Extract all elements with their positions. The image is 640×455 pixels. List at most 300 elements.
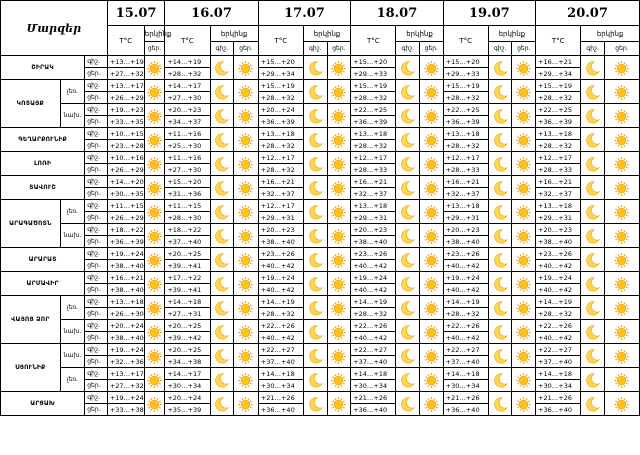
sky-cell (396, 176, 420, 200)
sun-icon (146, 324, 163, 341)
region-row (1, 176, 640, 188)
sun-icon (613, 108, 630, 125)
moon-icon (307, 180, 324, 197)
moon-icon (399, 60, 416, 77)
day-temp: +26…+29 (107, 92, 144, 104)
day-label: ցեր. (85, 236, 108, 248)
sky-cell (488, 272, 512, 296)
day-temp: +28…+33 (351, 164, 396, 176)
sun-icon (515, 372, 532, 389)
sun-icon (146, 204, 163, 221)
day-temp: +37…+40 (536, 356, 581, 368)
day-temp: +36…+40 (351, 404, 396, 416)
sun-icon (613, 300, 630, 317)
sky-cell (604, 224, 639, 248)
night-temp: +14…+17 (165, 368, 210, 380)
sky-cell (303, 152, 327, 176)
day-temp: +40…+42 (536, 332, 581, 344)
day-temp: +30…+34 (351, 380, 396, 392)
sky-cell (488, 392, 512, 416)
sky-cell (420, 248, 444, 272)
moon-icon (584, 300, 601, 317)
sky-cell (396, 344, 420, 368)
night-temp: +15…+20 (258, 56, 303, 68)
day-label: ցեր. (604, 42, 639, 56)
night-temp: +19…+24 (536, 272, 581, 284)
moon-icon (307, 348, 324, 365)
sun-icon (613, 396, 630, 413)
sky-cell (144, 392, 165, 416)
night-temp: +13…+19 (107, 56, 144, 68)
region-name: ԱՐՑԱԽ (1, 392, 85, 416)
sky-cell (327, 104, 351, 128)
sun-icon (330, 252, 347, 269)
sky-cell (396, 104, 420, 128)
temp-label: T°C (351, 26, 396, 56)
sun-icon (146, 300, 163, 317)
day-temp: +29…+33 (443, 68, 488, 80)
night-temp: +14…+17 (165, 80, 210, 92)
night-temp: +19…+24 (107, 392, 144, 404)
sky-cell (303, 200, 327, 224)
moon-icon (213, 180, 230, 197)
sky-cell (581, 176, 605, 200)
moon-icon (584, 276, 601, 293)
day-temp: +33…+38 (107, 404, 144, 416)
day-temp: +28…+32 (536, 92, 581, 104)
moon-icon (213, 108, 230, 125)
day-temp: +37…+40 (258, 356, 303, 368)
sun-icon (515, 396, 532, 413)
region-row (1, 104, 640, 116)
sky-cell (396, 224, 420, 248)
moon-icon (492, 60, 509, 77)
night-temp: +20…+24 (107, 320, 144, 332)
sky-cell (303, 80, 327, 104)
sun-icon (515, 132, 532, 149)
zone-label: նախ. (60, 344, 85, 368)
moon-icon (492, 156, 509, 173)
sky-cell (210, 392, 234, 416)
temp-label: T°C (165, 26, 210, 56)
night-temp: +19…+23 (107, 104, 144, 116)
moon-icon (584, 60, 601, 77)
moon-icon (307, 60, 324, 77)
night-temp: +20…+24 (165, 392, 210, 404)
sky-cell (512, 296, 536, 320)
sun-icon (237, 276, 254, 293)
moon-icon (399, 348, 416, 365)
moon-icon (399, 156, 416, 173)
sky-cell (396, 56, 420, 80)
moon-icon (307, 84, 324, 101)
night-temp: +17…+22 (165, 272, 210, 284)
day-temp: +28…+32 (258, 92, 303, 104)
sky-cell (234, 368, 259, 392)
night-temp: +13…+18 (258, 128, 303, 140)
night-label: գիշ. (85, 320, 108, 332)
night-label: գիշ. (85, 200, 108, 212)
sun-icon (237, 84, 254, 101)
sky-cell (144, 368, 165, 392)
night-temp: +20…+25 (165, 344, 210, 356)
night-temp: +19…+24 (443, 272, 488, 284)
moon-icon (399, 300, 416, 317)
day-label: ցեր. (85, 356, 108, 368)
sky-cell (210, 368, 234, 392)
day-temp: +36…+39 (351, 116, 396, 128)
moon-icon (584, 156, 601, 173)
day-temp: +27…+30 (165, 164, 210, 176)
day-temp: +36…+39 (258, 116, 303, 128)
day-temp: +27…+30 (165, 92, 210, 104)
moon-icon (584, 108, 601, 125)
sky-cell (210, 152, 234, 176)
sky-cell (512, 80, 536, 104)
sky-cell (581, 200, 605, 224)
moon-icon (213, 156, 230, 173)
day-temp: +37…+40 (351, 356, 396, 368)
sky-cell (604, 56, 639, 80)
moon-icon (307, 396, 324, 413)
sky-cell (488, 176, 512, 200)
day-label: ցեր. (85, 140, 108, 152)
day-label: ցեր. (85, 284, 108, 296)
sky-cell (420, 392, 444, 416)
sun-icon (237, 204, 254, 221)
sky-cell (234, 392, 259, 416)
day-temp: +40…+42 (443, 332, 488, 344)
day-temp: +40…+42 (351, 260, 396, 272)
night-temp: +12…+17 (351, 152, 396, 164)
sky-cell (512, 320, 536, 344)
day-temp: +33…+35 (107, 116, 144, 128)
night-label: գիշ. (85, 368, 108, 380)
sky-cell (210, 320, 234, 344)
night-temp: +20…+23 (443, 224, 488, 236)
moon-icon (492, 396, 509, 413)
sky-cell (210, 344, 234, 368)
sky-cell (512, 128, 536, 152)
day-label: ցեր. (144, 42, 165, 56)
day-label: ցեր. (85, 308, 108, 320)
sky-cell (303, 224, 327, 248)
night-temp: +10…+15 (107, 128, 144, 140)
night-label: գիշ. (210, 42, 234, 56)
night-temp: +23…+26 (258, 248, 303, 260)
sky-cell (210, 104, 234, 128)
day-temp: +39…+41 (165, 284, 210, 296)
region-row (1, 200, 640, 212)
sky-cell (581, 152, 605, 176)
night-temp: +14…+20 (107, 176, 144, 188)
sky-cell (303, 104, 327, 128)
day-temp: +23…+28 (107, 140, 144, 152)
sky-cell (234, 56, 259, 80)
moon-icon (213, 252, 230, 269)
day-temp: +38…+40 (536, 236, 581, 248)
moon-icon (584, 132, 601, 149)
night-temp: +16…+21 (536, 176, 581, 188)
day-temp: +32…+37 (443, 188, 488, 200)
moon-icon (307, 300, 324, 317)
sky-cell (144, 176, 165, 200)
sun-icon (330, 180, 347, 197)
sky-cell (210, 56, 234, 80)
day-temp: +40…+42 (258, 284, 303, 296)
sky-cell (488, 200, 512, 224)
sun-icon (146, 84, 163, 101)
sky-cell (144, 224, 165, 248)
night-temp: +14…+18 (351, 368, 396, 380)
sky-cell (327, 272, 351, 296)
region-row (1, 272, 640, 284)
night-label: գիշ. (396, 42, 420, 56)
sun-icon (423, 300, 440, 317)
sun-icon (423, 204, 440, 221)
zone-label: նախ. (60, 104, 85, 128)
day-temp: +38…+40 (443, 236, 488, 248)
date-header: 20.07 (536, 1, 640, 26)
sky-cell (420, 344, 444, 368)
moon-icon (213, 324, 230, 341)
day-label: ցեր. (512, 42, 536, 56)
day-temp: +31…+36 (165, 188, 210, 200)
region-name: ՏԱՎՈՒՇ (1, 176, 85, 200)
zone-label: լեռ. (60, 368, 85, 392)
moon-icon (213, 276, 230, 293)
night-label: գիշ. (581, 42, 605, 56)
sun-icon (330, 396, 347, 413)
sky-cell (488, 80, 512, 104)
day-temp: +36…+40 (258, 404, 303, 416)
moon-icon (584, 204, 601, 221)
day-temp: +28…+32 (443, 140, 488, 152)
moon-icon (584, 180, 601, 197)
night-temp: +13…+17 (107, 80, 144, 92)
moon-icon (492, 276, 509, 293)
day-temp: +40…+42 (258, 332, 303, 344)
night-temp: +12…+17 (258, 152, 303, 164)
moon-icon (492, 228, 509, 245)
moon-icon (492, 348, 509, 365)
sky-cell (303, 248, 327, 272)
night-temp: +20…+23 (258, 224, 303, 236)
day-temp: +28…+32 (351, 308, 396, 320)
region-row (1, 296, 640, 308)
day-temp: +40…+42 (443, 260, 488, 272)
sky-cell (512, 392, 536, 416)
sky-cell (327, 80, 351, 104)
sky-cell (581, 392, 605, 416)
night-temp: +13…+18 (107, 296, 144, 308)
day-temp: +29…+31 (351, 212, 396, 224)
day-temp: +32…+37 (258, 188, 303, 200)
moon-icon (584, 396, 601, 413)
sky-cell (144, 152, 165, 176)
day-temp: +34…+37 (165, 116, 210, 128)
night-label: գիշ. (85, 128, 108, 140)
sky-cell (144, 104, 165, 128)
day-temp: +40…+42 (258, 260, 303, 272)
sky-cell (512, 56, 536, 80)
moon-icon (307, 228, 324, 245)
sky-cell (210, 176, 234, 200)
night-temp: +12…+17 (258, 200, 303, 212)
sky-cell (234, 104, 259, 128)
night-label: գիշ. (85, 80, 108, 92)
day-temp: +39…+42 (165, 332, 210, 344)
sky-label: երկինք (210, 26, 258, 42)
region-row (1, 128, 640, 140)
night-temp: +11…+15 (107, 200, 144, 212)
sky-cell (234, 296, 259, 320)
night-temp: +20…+23 (165, 104, 210, 116)
sky-cell (396, 248, 420, 272)
sky-cell (327, 128, 351, 152)
moon-icon (213, 300, 230, 317)
night-temp: +11…+16 (165, 128, 210, 140)
day-temp: +26…+30 (107, 308, 144, 320)
night-temp: +20…+24 (258, 104, 303, 116)
night-temp: +22…+27 (536, 344, 581, 356)
day-temp: +30…+35 (107, 188, 144, 200)
sun-icon (330, 204, 347, 221)
sun-icon (515, 348, 532, 365)
moon-icon (492, 108, 509, 125)
sky-cell (327, 320, 351, 344)
sun-icon (330, 348, 347, 365)
sun-icon (330, 60, 347, 77)
day-temp: +29…+34 (536, 68, 581, 80)
sky-cell (303, 368, 327, 392)
night-temp: +16…+21 (107, 272, 144, 284)
sky-cell (581, 320, 605, 344)
moon-icon (584, 348, 601, 365)
sky-cell (327, 392, 351, 416)
night-temp: +14…+18 (258, 368, 303, 380)
night-temp: +11…+15 (165, 200, 210, 212)
moon-icon (307, 108, 324, 125)
region-row (1, 224, 640, 236)
night-temp: +22…+26 (258, 320, 303, 332)
sun-icon (515, 180, 532, 197)
sky-cell (303, 56, 327, 80)
night-temp: +19…+24 (107, 248, 144, 260)
day-temp: +26…+29 (107, 164, 144, 176)
night-temp: +22…+27 (258, 344, 303, 356)
sky-cell (488, 248, 512, 272)
sun-icon (423, 180, 440, 197)
sky-cell (512, 224, 536, 248)
sun-icon (330, 108, 347, 125)
moon-icon (399, 228, 416, 245)
day-label: ցեր. (420, 42, 444, 56)
night-temp: +22…+26 (351, 320, 396, 332)
moon-icon (492, 372, 509, 389)
sky-cell (234, 152, 259, 176)
sky-cell (604, 344, 639, 368)
sky-cell (420, 176, 444, 200)
sky-cell (327, 296, 351, 320)
sun-icon (613, 372, 630, 389)
sky-cell (210, 80, 234, 104)
temp-label: T°C (107, 26, 144, 56)
moon-icon (492, 180, 509, 197)
sky-cell (604, 272, 639, 296)
moon-icon (213, 204, 230, 221)
sky-cell (210, 224, 234, 248)
sun-icon (237, 372, 254, 389)
sky-cell (327, 224, 351, 248)
day-temp: +30…+34 (258, 380, 303, 392)
sky-cell (396, 368, 420, 392)
day-temp: +40…+42 (443, 284, 488, 296)
date-header: 15.07 (107, 1, 165, 26)
sun-icon (146, 348, 163, 365)
sky-cell (488, 368, 512, 392)
sun-icon (330, 156, 347, 173)
sun-icon (330, 324, 347, 341)
sky-cell (327, 248, 351, 272)
sun-icon (423, 156, 440, 173)
night-temp: +15…+20 (165, 176, 210, 188)
night-temp: +22…+27 (443, 344, 488, 356)
day-label: ցեր. (85, 164, 108, 176)
moon-icon (399, 84, 416, 101)
sky-cell (512, 248, 536, 272)
sky-cell (581, 272, 605, 296)
day-temp: +40…+42 (351, 284, 396, 296)
zone-label: նախ. (60, 320, 85, 344)
night-temp: +13…+18 (443, 200, 488, 212)
night-temp: +13…+18 (536, 128, 581, 140)
day-temp: +27…+31 (165, 308, 210, 320)
sky-cell (488, 152, 512, 176)
night-temp: +18…+22 (107, 224, 144, 236)
sun-icon (515, 84, 532, 101)
night-temp: +20…+25 (165, 248, 210, 260)
day-label: ցեր. (327, 42, 351, 56)
region-row (1, 320, 640, 332)
sky-cell (303, 344, 327, 368)
sun-icon (613, 228, 630, 245)
moon-icon (399, 324, 416, 341)
night-temp: +12…+17 (536, 152, 581, 164)
moon-icon (213, 84, 230, 101)
region-name: ԱՐՄԱՎԻՐ (1, 272, 85, 296)
sky-cell (604, 368, 639, 392)
sky-cell (420, 272, 444, 296)
day-temp: +28…+32 (351, 140, 396, 152)
sun-icon (146, 228, 163, 245)
night-temp: +16…+21 (443, 176, 488, 188)
night-temp: +11…+16 (165, 152, 210, 164)
moon-icon (307, 132, 324, 149)
night-temp: +10…+16 (107, 152, 144, 164)
sky-cell (604, 392, 639, 416)
moon-icon (399, 396, 416, 413)
sky-cell (604, 80, 639, 104)
moon-icon (213, 132, 230, 149)
night-temp: +13…+18 (351, 128, 396, 140)
sky-cell (420, 224, 444, 248)
sky-cell (234, 344, 259, 368)
night-temp: +14…+19 (443, 296, 488, 308)
moon-icon (307, 252, 324, 269)
night-temp: +16…+21 (258, 176, 303, 188)
sun-icon (237, 300, 254, 317)
